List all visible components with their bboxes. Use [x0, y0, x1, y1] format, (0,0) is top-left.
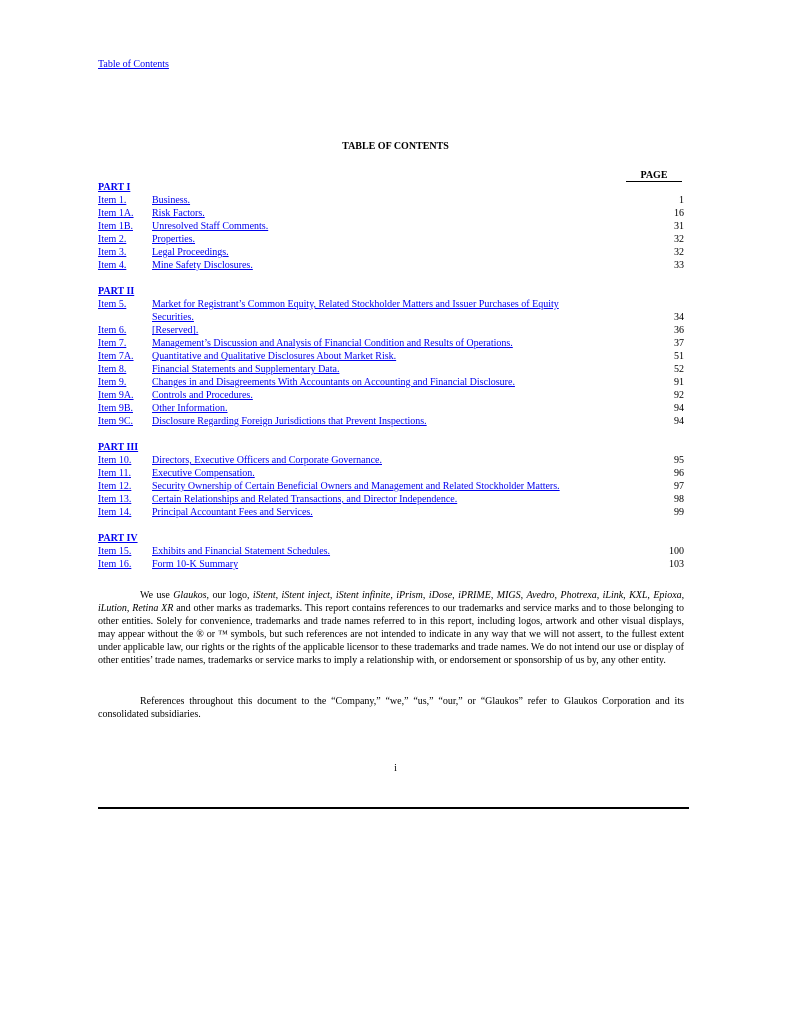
- toc-item-number[interactable]: Item 1B.: [98, 221, 133, 232]
- trademark: iStent inject: [281, 590, 330, 601]
- toc-item-number[interactable]: Item 16.: [98, 559, 132, 570]
- toc-item-title[interactable]: Risk Factors.: [152, 208, 205, 219]
- trademark: Epioxa: [653, 590, 682, 601]
- toc-row: [98, 337, 684, 350]
- trademark: iPrism: [396, 590, 423, 601]
- toc-item-title[interactable]: Market for Registrant’s Common Equity, Related Stockholder Matters and Issuer Purchases of Equity: [152, 299, 559, 310]
- toc-page-number: 33: [674, 260, 684, 271]
- toc-item-number[interactable]: Item 4.: [98, 260, 127, 271]
- toc-item-title[interactable]: Form 10-K Summary: [152, 559, 239, 570]
- page-title: TABLE OF CONTENTS: [342, 141, 449, 152]
- toc-row: [98, 233, 684, 246]
- para-text: ,: [275, 590, 282, 601]
- toc-row: [98, 220, 684, 233]
- toc-page-number: 32: [674, 247, 684, 258]
- toc-item-title[interactable]: Security Ownership of Certain Beneficial Owners and Management and Related Stockholder Matters.: [152, 481, 560, 492]
- toc-item-title[interactable]: Exhibits and Financial Statement Schedules.: [152, 546, 331, 557]
- para-text: ,: [490, 590, 497, 601]
- trademark: iStent infinite: [335, 590, 391, 601]
- toc-page-number: 51: [674, 351, 684, 362]
- toc-page-number: 94: [674, 416, 684, 427]
- toc-item-number[interactable]: Item 10.: [98, 455, 132, 466]
- toc-row: [98, 259, 684, 272]
- toc-item-title[interactable]: Quantitative and Qualitative Disclosures About Market Risk.: [152, 351, 397, 362]
- toc-page-number: 98: [674, 494, 684, 505]
- toc-page-number: 36: [674, 325, 684, 336]
- toc-row: [98, 246, 684, 259]
- para-text: ,: [452, 590, 459, 601]
- toc-item-title[interactable]: Management’s Discussion and Analysis of Financial Condition and Results of Operations.: [152, 338, 513, 349]
- toc-row: [98, 558, 684, 571]
- para-text: ,: [520, 590, 527, 601]
- trademarks-paragraph: [98, 589, 684, 667]
- toc-page-number: 96: [674, 468, 684, 479]
- toc-row: [98, 324, 684, 337]
- trademark: Avedro: [526, 590, 555, 601]
- toc-page-number: 92: [674, 390, 684, 401]
- toc-item-title[interactable]: Changes in and Disagreements With Accountants on Accounting and Financial Disclosure.: [152, 377, 515, 388]
- page-number: i: [394, 763, 397, 774]
- toc-item-number[interactable]: Item 9A.: [98, 390, 134, 401]
- toc-row: [98, 545, 684, 558]
- toc-page-number: 34: [674, 312, 684, 323]
- para-text: We use: [140, 590, 174, 601]
- part-heading[interactable]: PART IV: [98, 533, 138, 544]
- toc-item-title[interactable]: Other Information.: [152, 403, 228, 414]
- para-text: ,: [329, 590, 336, 601]
- toc-row: [98, 402, 684, 415]
- trademark: Retina XR: [132, 603, 174, 614]
- toc-row: [98, 194, 684, 207]
- toc-item-number[interactable]: Item 11.: [98, 468, 131, 479]
- toc-item-title[interactable]: Mine Safety Disclosures.: [152, 260, 253, 271]
- toc-row: [98, 363, 684, 376]
- toc-page-number: 91: [674, 377, 684, 388]
- toc-item-number[interactable]: Item 1A.: [98, 208, 134, 219]
- toc-item-number[interactable]: Item 3.: [98, 247, 127, 258]
- toc-item-number[interactable]: Item 7.: [98, 338, 127, 349]
- toc-row: [98, 493, 684, 506]
- toc-row: [98, 350, 684, 363]
- trademark: Glaukos: [173, 590, 207, 601]
- trademark: Photrexa: [560, 590, 597, 601]
- para-text: ,: [390, 590, 397, 601]
- toc-item-number[interactable]: Item 8.: [98, 364, 127, 375]
- toc-list: [98, 181, 684, 571]
- toc-page-number: 97: [674, 481, 684, 492]
- toc-row: [98, 376, 684, 389]
- toc-page-number: 31: [674, 221, 684, 232]
- toc-item-title[interactable]: Properties.: [152, 234, 196, 245]
- page-column-header: PAGE: [626, 170, 682, 182]
- para-text: and other marks as trademarks. This report contains references to our trademarks and service marks and to those belonging to other entities. Solely for convenience, trademarks and trade names referred to in this report, including logos, artwork and other visual displays, may appear without the ® or ™ symbols, but such references are not intended to indicate in any way that we will not assert, to the fullest extent under applicable law, our rights or the rights of the applicable licensor to these trademarks and trade names. We do not intend our use or display of other entities’ trade names, trademarks or service marks to imply a relationship with, or endorsement or sponsorship of us by, any other entity.: [98, 603, 685, 666]
- toc-page-number: 16: [674, 208, 684, 219]
- toc-page-number: 95: [674, 455, 684, 466]
- toc-item-title[interactable]: Unresolved Staff Comments.: [152, 221, 269, 232]
- toc-item-title[interactable]: Disclosure Regarding Foreign Jurisdictions that Prevent Inspections.: [152, 416, 427, 427]
- toc-item-number[interactable]: Item 9.: [98, 377, 127, 388]
- toc-item-number[interactable]: Item 9B.: [98, 403, 133, 414]
- para-text: References throughout this document to the “Company,” “we,” “us,” “our,” or “Glaukos” refer to Glaukos Corporation and its consolidated subsidiaries.: [98, 696, 684, 720]
- part-heading[interactable]: PART III: [98, 442, 139, 453]
- toc-item-number[interactable]: Item 5.: [98, 299, 127, 310]
- part-heading[interactable]: PART II: [98, 286, 135, 297]
- toc-item-number[interactable]: Item 14.: [98, 507, 132, 518]
- toc-item-title[interactable]: Business.: [152, 195, 191, 206]
- toc-page-number: 99: [674, 507, 684, 518]
- toc-row: [98, 298, 684, 311]
- page-divider: [98, 807, 689, 809]
- toc-row: [98, 311, 684, 324]
- toc-item-title[interactable]: Principal Accountant Fees and Services.: [152, 507, 313, 518]
- toc-page-number: 103: [669, 559, 684, 570]
- toc-item-title[interactable]: Certain Relationships and Related Transactions, and Director Independence.: [152, 494, 458, 505]
- toc-page-number: 52: [674, 364, 684, 375]
- para-text: ,: [126, 603, 133, 614]
- toc-row: [98, 467, 684, 480]
- references-paragraph: [98, 695, 684, 721]
- toc-row: [98, 480, 684, 493]
- toc-item-title[interactable]: Directors, Executive Officers and Corporate Governance.: [152, 455, 382, 466]
- trademark: iPRIME: [458, 590, 491, 601]
- toc-page-number: 94: [674, 403, 684, 414]
- toc-item-title[interactable]: [Reserved].: [152, 325, 199, 336]
- para-text: , our logo,: [206, 590, 253, 601]
- toc-row: [98, 415, 684, 428]
- toc-item-number[interactable]: Item 6.: [98, 325, 127, 336]
- toc-item-title[interactable]: Legal Proceedings.: [152, 247, 229, 258]
- para-text: ,: [623, 590, 630, 601]
- trademark: iDose: [428, 590, 453, 601]
- toc-item-number[interactable]: Item 2.: [98, 234, 127, 245]
- para-text: ,: [422, 590, 429, 601]
- para-text: ,: [596, 590, 603, 601]
- toc-item-title[interactable]: Securities.: [152, 312, 194, 323]
- toc-item-number[interactable]: Item 7A.: [98, 351, 134, 362]
- toc-page-number: 100: [669, 546, 684, 557]
- trademark: iLution: [98, 603, 127, 614]
- toc-item-number[interactable]: Item 1.: [98, 195, 127, 206]
- trademark: iLink: [602, 590, 624, 601]
- para-text: ,: [554, 590, 561, 601]
- toc-item-number[interactable]: Item 12.: [98, 481, 132, 492]
- toc-item-title[interactable]: Executive Compensation.: [152, 468, 255, 479]
- toc-page-number: 32: [674, 234, 684, 245]
- para-text: ,: [681, 590, 685, 601]
- toc-row: [98, 454, 684, 467]
- part-heading[interactable]: PART I: [98, 182, 131, 193]
- toc-row: [98, 207, 684, 220]
- toc-page-number: 1: [679, 195, 684, 206]
- toc-item-number[interactable]: Item 9C.: [98, 416, 133, 427]
- toc-item-title[interactable]: Controls and Procedures.: [152, 390, 253, 401]
- trademark: KXL: [629, 590, 648, 601]
- para-text: ,: [647, 590, 654, 601]
- toc-item-number[interactable]: Item 13.: [98, 494, 132, 505]
- toc-page-number: 37: [674, 338, 684, 349]
- toc-item-title[interactable]: Financial Statements and Supplementary Data.: [152, 364, 340, 375]
- toc-row: [98, 389, 684, 402]
- toc-item-number[interactable]: Item 15.: [98, 546, 132, 557]
- toc-row: [98, 506, 684, 519]
- trademark: MIGS: [496, 590, 521, 601]
- trademark: iStent: [252, 590, 276, 601]
- table-of-contents-link[interactable]: Table of Contents: [98, 59, 169, 70]
